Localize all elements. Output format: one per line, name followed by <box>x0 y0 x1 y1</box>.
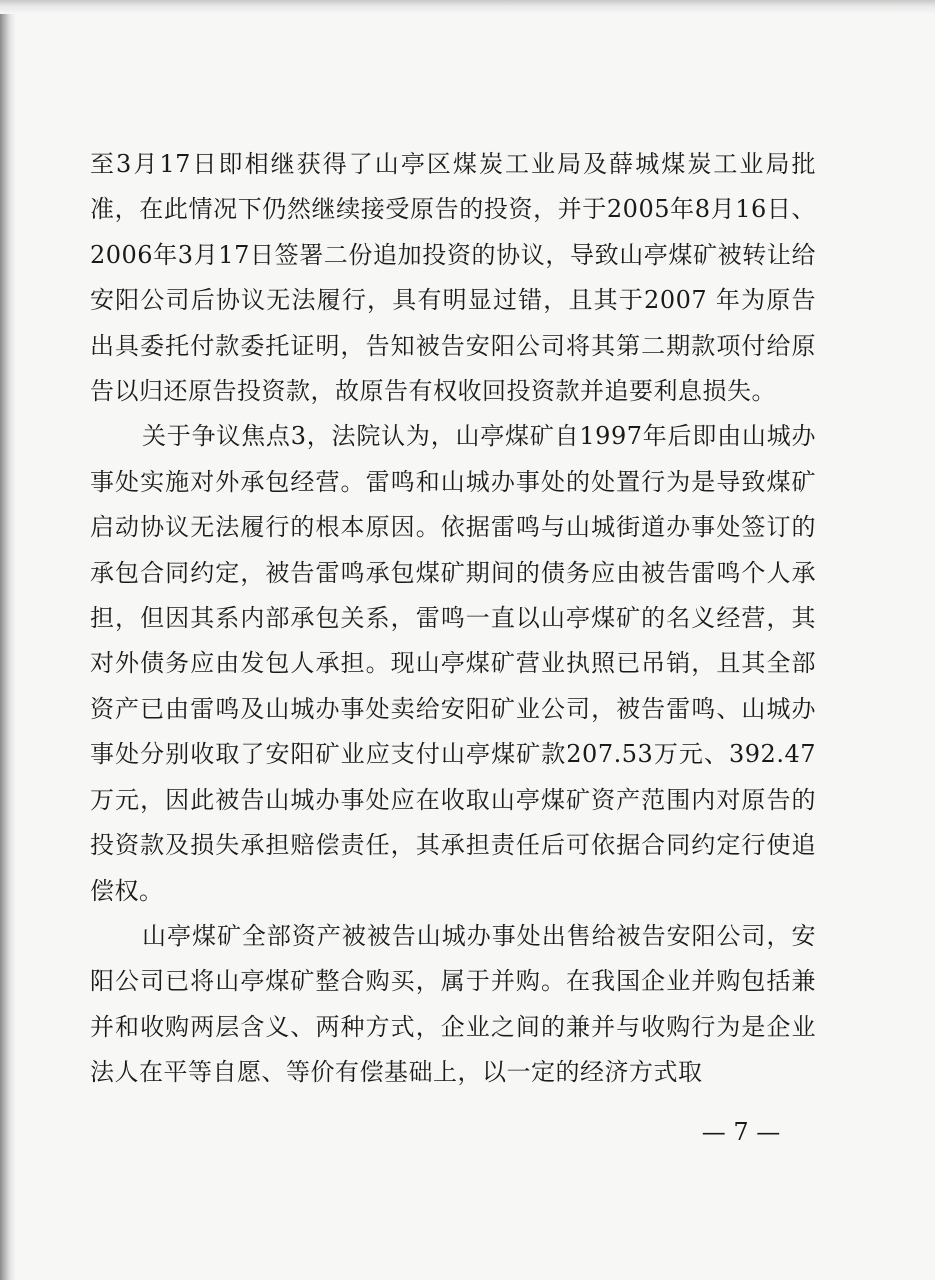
paragraph-continuation: 至3月17日即相继获得了山亭区煤炭工业局及薛城煤炭工业局批准，在此情况下仍然继续接受原告的投资，并于2005年8月16日、2006年3月17日签署二份追加投资的协议，导致山亭煤矿被转让给安阳公司后协议无法履行，具有明显过错，且其于2007 年为原告出具委托付款委托证明，告知被告安阳公司将其第二期款项付给原告以归还原告投资款，故原告有权收回投资款并追要利息损失。 <box>90 150 816 406</box>
paragraph-dispute-focus-3: 关于争议焦点3，法院认为，山亭煤矿自1997年后即由山城办事处实施对外承包经营。雷鸣和山城办事处的处置行为是导致煤矿启动协议无法履行的根本原因。依据雷鸣与山城街道办事处签订的承包合同约定，被告雷鸣承包煤矿期间的债务应由被告雷鸣个人承担，但因其系内部承包关系，雷鸣一直以山亭煤矿的名义经营，其对外债务应由发包人承担。现山亭煤矿营业执照已吊销，且其全部资产已由雷鸣及山城办事处卖给安阳矿业公司，被告雷鸣、山城办事处分别收取了安阳矿业应支付山亭煤矿款207.53万元、392.47万元，因此被告山城办事处应在收取山亭煤矿资产范围内对原告的投资款及损失承担赔偿责任，其承担责任后可依据合同约定行使追偿权。 <box>90 422 816 905</box>
scan-edge-top <box>0 0 935 14</box>
scan-edge-left <box>0 0 16 1280</box>
paragraph-merger: 山亭煤矿全部资产被被告山城办事处出售给被告安阳公司，安阳公司已将山亭煤矿整合购买，属于并购。在我国企业并购包括兼并和收购两层含义、两种方式，企业之间的兼并与收购行为是企业法人在平等自愿、等价有偿基础上，以一定的经济方式取 <box>90 921 816 1087</box>
document-body <box>90 142 816 1096</box>
page-number: — 7 — <box>701 1118 781 1146</box>
